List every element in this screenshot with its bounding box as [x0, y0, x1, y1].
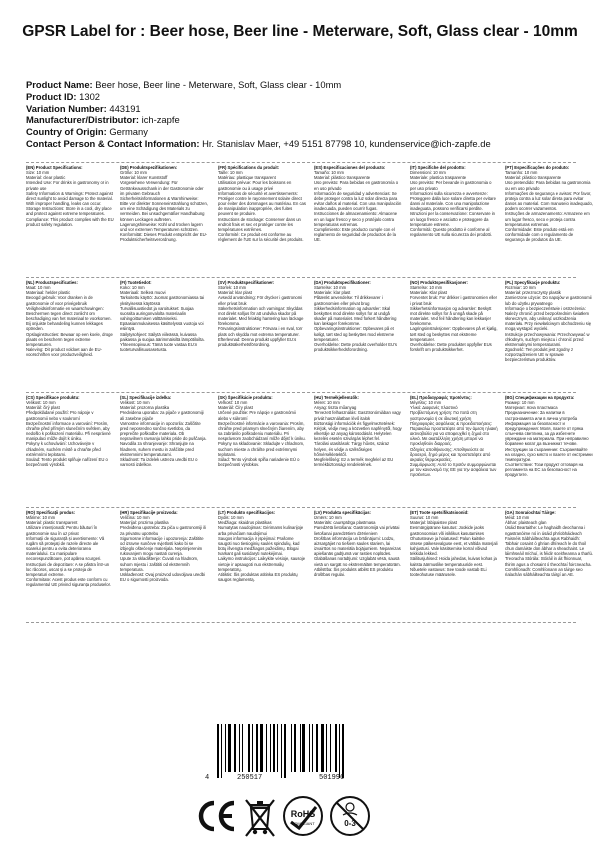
product-info [26, 79, 586, 150]
barcode-bar [309, 724, 310, 772]
info-value: 1302 [79, 90, 100, 102]
weee-bin-icon [240, 795, 280, 839]
spec-heading: (RO) Specificații produs: [26, 510, 76, 515]
spec-block [410, 395, 498, 503]
spec-text: Mărime: 10 mm Material: plastic transparent Utilizare intenționată: Pentru băuturi în gastronomie sau în uz privat Informații de siguranță și avertismente: Vă rugăm să protejați de razele directe ale soarelui pentru a evita deteriorarea materialului. Cu manipulare necorespunzătoare, pot apărea scurgeri. Instrucțiuni de depozitare: A se păstra într-un loc răcoros, uscat și a se proteja de temperaturi extreme. Conformitate: Acest produs este conform cu regulamentul UE privind siguranța produselor. [26, 515, 111, 588]
spec-text: Méret: 10 mm Anyag: tiszta műanyag Tervezett felhasználás: Gasztronómiában vagy privát használatban lévő italok Biztonsági információk és figyelmeztetések: Kérjük, védje meg a közvetlen napfénytől, hogy elkerülje az anyag károsodását. Helytelen kezelés esetén szivárgás léphet fel. Tárolási utasítások: Tárgy hűvös, száraz helyen, és védje a szélsőséges hőmérsékletektől. Megfelelőség: Ez a termék megfelel az EU termékbiztonsági rendeletének. [314, 400, 402, 468]
spec-block [218, 395, 306, 503]
barcode-bar [330, 724, 331, 772]
spec-block [120, 510, 208, 618]
age-warning-icon [328, 793, 372, 839]
barcode [205, 724, 385, 786]
info-row [26, 138, 586, 150]
spec-block [314, 280, 402, 388]
spec-block [120, 165, 208, 273]
barcode-bar [281, 724, 282, 778]
spec-heading: (DE) Produktspezifikationen: [120, 165, 178, 170]
barcode-bar [221, 724, 222, 778]
spec-block [314, 395, 402, 503]
spec-text: Size: 10 mm Material: clear plastic Intended Use: For drinks in gastronomy or in private use Safety Information & Warnings: Protect against direct sunlight to avoid damage to the material. With improper handling, leaks can occur. Storage Instructions: Store in a cool, dry place and protect against extreme temperatures. Compliance: This product complies with the EU product safety regulation. [26, 170, 114, 227]
barcode-bar [217, 724, 219, 778]
spec-heading: (SV) Produktspecifikationer: [218, 280, 275, 285]
spec-heading: (DA) Produktspecifikationer: [314, 280, 371, 285]
barcode-bar [260, 724, 263, 772]
info-key: Variation Number: [26, 102, 107, 114]
spec-block [314, 165, 402, 273]
spec-text: Rozmiar: 10 mm Materiał: przezroczysty plastik Zamierzone użycie: Do napojów w gastronomii lub do użytku prywatnego Informacje o bezpieczeństwie i ostrzeżenia: Należy chronić przed bezpośrednim światłem słonecznym, aby uniknąć uszkodzenia materiału. Przy niewłaściwym obchodzeniu się mogą wystąpić wycieki. Instrukcje przechowywania: Przechowywać w chłodnym, suchym miejscu i chronić przed ekstremalnymi temperaturami. Zgodność: Ten produkt jest zgodny z rozporządzeniem UE w sprawie bezpieczeństwa produktów. [505, 285, 592, 363]
barcode-bar [312, 724, 313, 772]
spec-heading: (FR) Spécifications du produit: [218, 165, 280, 170]
info-row [26, 114, 586, 126]
barcode-bar [239, 724, 240, 772]
spec-heading: (LT) Produkto specifikacijos: [218, 510, 276, 515]
spec-band [26, 162, 593, 277]
info-row [26, 79, 586, 91]
barcode-bar [277, 724, 278, 772]
barcode-bar [339, 724, 340, 778]
spec-text: Velikost: 10 mm Materiál: čirý plast Předpokládané použití: Pro nápoje v gastronomii nebo v soukromí Bezpečnostní informace a varování: Prosím, chraňte před přímým slunečním světlem, aby nedošlo k poškození materiálu. Při nesprávné manipulaci může dojít k úniku. Pokyny k uchovávání: Uchovávejte v chladném, suchém místě a chraňte před extrémními teplotami. Soulad: Tento produkt splňuje nařízení EU o bezpečnosti výrobků. [26, 400, 111, 468]
spec-heading: (HR) Specifikacije proizvoda: [120, 510, 178, 515]
barcode-bar [256, 724, 258, 772]
barcode-bar [294, 724, 296, 772]
spec-band [26, 277, 592, 392]
info-key: Country of Origin: [26, 126, 107, 138]
spec-block [26, 280, 114, 388]
barcode-bar [234, 724, 236, 772]
spec-text: Veľkosť: 10 mm Materiál: Číry plast Určené použitie: Pre nápoje v gastronómii alebo v súkromí Bezpečnostné informácie a varovania: Prosím, chráňte pred priamym slnečným žiarením, aby sa zabránilo poškodeniu materiálu. Pri nesprávnom zaobchádzaní môže dôjsť k úniku. Pokyny na skladovanie: Skladujte v chladnom, suchom mieste a chráňte pred extrémnymi teplotami. Súlad: Tento výrobok spĺňa nariadenie EÚ o bezpečnosti výrobkov. [218, 400, 306, 468]
barcode-bar [291, 724, 292, 772]
spec-heading: (ES) Especificaciones del producto: [314, 165, 386, 170]
spec-text: Izmērs: 10 mm Materiāls: caurspīdīga plastmasa Paredzētā lietošana: Gastronomijā vai privātai lietošanai paredzētiem dzērieniem Drošības informācija un brīdinājumi: Lūdzu, aizsargājiet no tiešiem saules stariem, lai izvairītos no materiāla bojājumiem. Nepareizas apiešanās gadījumā var rasties noplūdes. Glabāšanas norādījumi: Uzglabāt vēsā, sausā vietā un sargāt no ekstremālām temperatūrām. Atbilstība: Šis produkts atbilst ES produktu drošības regulai. [314, 515, 401, 577]
spec-text: Tamaño: 10 mm Material: plástico transparente Uso previsto: Para bebidas en gastronomía o en uso privado Información de seguridad y advertencias: Se debe proteger contra la luz solar directa para evitar daños al material. Con una manipulación inadecuada, pueden ocurrir fugas. Instrucciones de almacenamiento: Almacene en un lugar fresco y seco y protéjalo contra temperaturas extremas. Cumplimiento: Este producto cumple con el reglamento de seguridad de productos de la UE. [314, 170, 402, 243]
spec-heading: (BG) Спецификации на продукта: [505, 395, 575, 400]
page-title: GPSR Label for : Beer hose, Beer line - Meterware, Soft, Glass clear - 10mm [22, 23, 578, 40]
certification-marks [0, 793, 600, 843]
spec-block [505, 280, 593, 388]
spec-band [26, 507, 593, 623]
spec-text: Koko: 10 mm Materiaali: Selkeä muovi Tarkoitettu käyttö: Juomat gastronomiassa tai yksityisessä käytössä Turvallisuustiedot ja varoitukset: Suojaa suoralta auringonvalolta materiaalin vahingoittumisen välttämiseksi. Epäasianmukaisessa käsittelyssä vuotoja voi esiintyä. Säilytysohjeet: Säilytä viileässä, kuivassa paikassa ja suojaa äärimmäisiltä lämpötiloilta. Yhteensopivuus: Tämä tuote vastaa EU:n tuoteturvallisuusasetusta. [120, 285, 205, 353]
info-key: Manufacturer/Distributor: [26, 114, 140, 126]
spec-text: Размер: 10 mm Материал: ясна пластмаса Предназначение: За напитки в гастрономията или в лична употреба Информация за безопасност и предупреждения: Моля, пазете от пряка слънчева светлина, за да избегнете увреждане на материала. При неправилно боравене могат да възникнат течове. Инструкции за съхранение: Съхранявайте на хладно, сухо място и пазете от екстремни температури. Съответствие: Този продукт отговаря на регламента на ЕС за безопасност на продуктите. [505, 400, 593, 478]
spec-heading: (FI) Tuotetiedot: [120, 280, 152, 285]
info-value: Beer hose, Beer line - Meterware, Soft, Glass clear - 10mm [95, 79, 342, 90]
barcode-bar [335, 724, 337, 772]
barcode-bar [273, 724, 275, 772]
spec-block [410, 165, 498, 273]
barcode-bar [228, 724, 231, 772]
info-key: Product Name: [26, 79, 93, 90]
barcode-bar [242, 724, 243, 772]
barcode-bars [215, 724, 385, 772]
barcode-bar [248, 724, 250, 772]
info-value: 443191 [109, 102, 141, 114]
barcode-bar [326, 724, 327, 772]
barcode-bar [316, 724, 318, 772]
spec-block [120, 280, 208, 388]
rohs-compliant-icon [282, 795, 324, 837]
spec-text: Størrelse: 10 mm Materiale: Klar plast Forventet bruk: For drikker i gastronomien eller i privat bruk Sikkerhetsinformasjon og advarsler: Beskytt mot direkte sollys for å unngå skade på materialet. Ved feil håndtering kan lekkasjer forekomme. Lagringsinstruksjoner: Oppbevares på et kjølig, tørt sted og beskyttes mot ekstreme temperaturer. Overholdelse: Dette produktet oppfyller EUs forskrift om produktsikkerhet. [410, 285, 498, 353]
spec-heading: (HU) Termékjellemzők: [314, 395, 359, 400]
spec-heading: (LV) Produkta specifikācijas: [314, 510, 371, 515]
spec-heading: (NO) Produktspesifikasjoner: [410, 280, 468, 285]
barcode-bar [284, 724, 286, 778]
info-row [26, 103, 586, 115]
spec-heading: (SL) Specifikacije izdelka: [120, 395, 172, 400]
spec-block [218, 280, 306, 388]
spec-block [26, 165, 114, 273]
spec-heading: (EL) Προδιαγραφές προϊόντος: [410, 395, 472, 400]
info-key: Contact Person & Contact Information: [26, 137, 200, 149]
spec-text: Velikost: 10 mm Material: prozorna plastika Predvidena uporaba: za pijače v gastronomiji ali zasebne pijače Varnostne informacije in opozorila: Zaščitite pred neposredno sončno svetlobo, da preprečite poškodbe materiala. Ob nepravilnem ravnanju lahko pride do puščanja. Navodila za shranjevanje: Shranjujte na hladnem, suhem mestu in zaščitite pred ekstremnimi temperaturami. Skladnost: Ta izdelek ustreza uredbi EU o varnosti izdelkov. [120, 400, 207, 468]
info-value: Hr. Stanislav Maer, +49 5151 87798 10, kundenservice@ich-zapfe.de [202, 137, 491, 149]
barcode-lead-digit: 4 [205, 774, 210, 782]
spec-text: Dimensioni: 10 mm Materiale: plastica trasparente Uso previsto: Per bevande in gastronomia o per uso privato Informazioni sulla sicurezza e avvertenze: Proteggere dalla luce solare diretta per evitare danni al materiale. Con una manipolazione inadeguata, possono verificarsi perdite. Istruzioni per la conservazione: Conservare in un luogo fresco e asciutto e proteggere da temperature estreme. Conformità: Questo prodotto è conforme al regolamento UE sulla sicurezza dei prodotti. [410, 170, 496, 238]
rohs-sub-label: COMPLIANT [291, 821, 315, 826]
barcode-bar [270, 724, 271, 772]
info-value: Germany [109, 126, 148, 138]
spec-text: Veličina: 10 mm Materijal: prozirna plastika Predviđena upotreba: Za pića u gastronomiji ili za privatnu upotrebu Sigurnosne informacije i upozorenja: Zaštitite od izravne sunčeve svjetlosti kako bi se izbjeglo oštećenje materijala. Neprimjerenim rukovanjem mogu nastati curenja. Upute za skladištenje: Čuvati na hladnom, suhom mjestu i zaštititi od ekstremnih temperatura. Usklađenost: Ovaj proizvod udovoljava uredbi EU o sigurnosti proizvoda. [120, 515, 207, 583]
barcode-bar [302, 724, 305, 772]
spec-block [505, 510, 593, 618]
spec-text: Suurus: 10 mm Materjal: läbipaistev plast Eesmärgipärane kasutus: Jookide jaoks gastronoomias või isiklikus kasutamises Ohutusteave ja hoiatused: Palun kaitske otsese päikesevalguse eest, et vältida materjali kahjustusi. Vale käsitsemise korral võivad tekkida lekked. Säilitusjuhised: Hoida jahedas, kuivas kohas ja kaitsta äärmuslike temperatuuride eest. Nõuetele vastavus: See toode vastab ELi tooteohutuse määrusele. [410, 515, 498, 577]
barcode-bar [266, 724, 267, 772]
spec-text: Taille: 10 mm Matériau: plastique transparent Utilisation prévue: Pour les boissons en gastronomie ou à usage privé Informations de sécurité et avertissements: Protéger contre le rayonnement solaire direct pour éviter des dommages au matériau. En cas de manipulation inappropriée, des fuites peuvent se produire. Instructions de stockage: Conserver dans un endroit frais et sec et protéger contre les températures extrêmes. Conformité: Ce produit est conforme au règlement de l'UE sur la sécurité des produits. [218, 170, 306, 243]
spec-text: Størrelse: 10 mm Materiale: klar plast Påtænkt anvendelse: Til drikkevarer i gastronomien eller privat brug Sikkerhedsinformation og advarsler: Skal beskyttes mod direkte sollys for at undgå skader på materialet. Med forkert håndtering kan lækager forekomme. Opbevaringsinstruktioner: Opbevares på et køligt, tørt sted og beskyttes mod ekstreme temperaturer. Overholdelse: Dette produkt overholder EU's produktsikkerhedsforordning. [314, 285, 397, 353]
spec-block [505, 165, 593, 273]
spec-block [410, 510, 498, 618]
spec-text: Méid: 10 mm Ábhar: plaisteach glan Úsáid Beartaithe: Le haghaidh deochanna i ngastranóime nó in úsáid phríobháideach Faisnéis Sábháilteachta agus Rabhaidh: Tabhair cosaint ó ghrian dhíreach le do thoil chun damáiste don ábhar a sheachaint. Le láimhseáil míchuí, is féidir sceitheanna a tharlú. Treoracha Stórála: Stóráil in áit fhionnuar, thirim agus a chosaint ó theochtaí foircneacha. Comhlíonadh: Comhlíonann an táirge seo rialachán sábháilteachta táirgí an AE. [505, 515, 593, 577]
spec-heading: (ET) Toote spetsifikatsioonid: [410, 510, 469, 515]
spec-heading: (GA) Sonraíochtaí Táirge: [505, 510, 556, 515]
spec-block [505, 395, 593, 503]
barcode-bar [252, 724, 253, 772]
spec-block [26, 395, 114, 503]
info-key: Product ID: [26, 90, 77, 102]
barcode-bar [342, 724, 344, 778]
spec-grid [26, 162, 593, 623]
info-row [26, 91, 586, 103]
age-label: 0-3 [344, 819, 356, 828]
spec-band [26, 392, 593, 507]
spec-text: Μέγεθος: 10 mm Υλικό: Διαφανές πλαστικό Προβλεπόμενη χρήση: Για ποτά στη γαστρονομία ή σε ιδιωτική χρήση Πληροφορίες ασφάλειας & προειδοποιήσεις: Παρακαλώ προστατέψτε από την άμεση ηλιακή ακτινοβολία για να αποφευχθεί η ζημιά στο υλικό. Με ακατάλληλη χρήση μπορεί να προκληθούν διαρροές. Οδηγίες αποθήκευσης: Αποθηκεύστε σε δροσερό, ξηρό μέρος και προστατέψτε από ακραίες θερμοκρασίες. Συμμόρφωση: Αυτό το προϊόν συμμορφώνεται με τον κανονισμό της ΕΕ για την ασφάλεια των προϊόντων. [410, 400, 498, 478]
spec-block [26, 510, 114, 618]
barcode-bar [225, 724, 226, 772]
spec-heading: (EN) Product Specifications: [26, 165, 83, 170]
barcode-left-digits: 250517 [237, 774, 263, 782]
barcode-bar [321, 724, 324, 772]
spec-heading: (IT) Specifiche del prodotto: [410, 165, 466, 170]
spec-heading: (PT) Especificações do produto: [505, 165, 570, 170]
spec-text: Tamanho: 10 mm Material: plástico transparente Uso pretendido: Para bebidas na gastronomia ou em uso privado Informações de segurança e avisos: Por favor, proteja contra a luz solar direta para evitar danos ao material. Com manuseio inadequado, podem ocorrer vazamentos. Instruções de armazenamento: Armazene em um lugar fresco, seco e proteja contra temperaturas extremas. Conformidade: Este produto está em conformidade com o regulamento de segurança de produtos da UE. [505, 170, 593, 243]
spec-heading: (NL) Productspecificaties: [26, 280, 78, 285]
barcode-bar [300, 724, 301, 772]
info-row [26, 126, 586, 138]
ce-mark-icon [196, 799, 240, 833]
spec-block [120, 395, 208, 503]
spec-text: Maat: 10 mm Materiaal: helder plastic Beoogd gebruik: Voor dranken in de gastronomie of voor privégebruik Veiligheidsinformatie en waarschuwingen: Beschermen tegen direct zonlicht om beschadiging van het materiaal te voorkomen. Bij onjuiste behandeling kunnen lekkages optreden. Opslaginstructies: Bewaar op een koele, droge plaats en bescherm tegen extreme temperaturen. Naleving: Dit product voldoet aan de EU-voorschriften voor productveiligheid. [26, 285, 113, 358]
spec-block [218, 510, 306, 618]
spec-text: Dydis: 10 mm Medžiaga: skaidrus plastikas Numatytas naudojimas: Gėrimams kulinarijoje arba privačiam naudojimui Saugos informacija ir įspėjimai: Prašome saugoti nuo tiesioginių saulės spindulių, kad būtų išvengta medžiagos pažeidimų. Blogai tvarkant gali susidaryti nutekėjimai. Laikymo instrukcijos: Laikykite vėsioje, sausoje vietoje ir apsaugoti nuo ekstremalių temperatūrų. Atitiktis: Šis produktas atitinka ES produktų saugos reglamentą. [218, 515, 306, 583]
spec-text: Storlek: 10 mm Material: klar plast Avsedd användning: För drycker i gastronomi eller privat bruk Säkerhetsinformation och varningar: Skyddas mot direkt solljus för att undvika skador på materialet. Med felaktig hantering kan läckage förekomma. Förvaringsinstruktioner: Förvara i en sval, torr plats och skydda mot extrema temperaturer. Efterlevnad: Denna produkt uppfyller EU:s produktsäkerhetsförordning. [218, 285, 304, 347]
barcode-right-digits: 501996 [319, 774, 345, 782]
spec-block [314, 510, 402, 618]
info-value: ich-zapfe [141, 114, 180, 126]
spec-block [410, 280, 498, 388]
rohs-label: RoHS [290, 809, 316, 819]
spec-text: Größe: 10 mm Material: klarer Kunststoff Vorgesehene Verwendung: Für Getränkeausschank in der Gastronomie oder im privaten Gebrauch Sicherheitsinformationen & Warnhinweise: Bitte vor direkter Sonneneinstrahlung schützen, um eine Schädigung des Materials zu vermeiden. Bei unsachgemäßer Handhabung können Leckagen auftreten. Lagerungshinweise: Kühl und trocken lagern und vor extremen Temperaturen schützen. Konformität: Dieses Produkt entspricht der EU-Produktsicherheitsverordnung. [120, 170, 208, 243]
spec-heading: (SK) Špecifikácie produktu: [218, 395, 273, 400]
spec-heading: (CS) Specifikace produktu: [26, 395, 80, 400]
spec-block [218, 165, 306, 273]
spec-heading: (PL) Specyfikacje produktu: [505, 280, 561, 285]
